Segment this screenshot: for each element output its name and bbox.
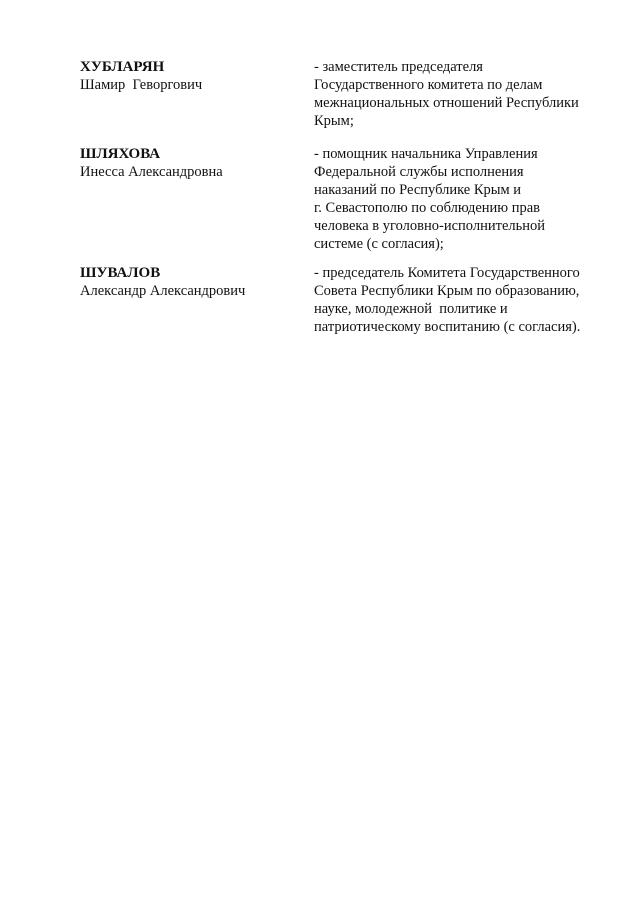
member-role [314,58,610,130]
role-line: Федеральной службы исполнения [314,164,524,180]
role-line: Совета Республики Крым по образованию, [314,283,580,299]
member-given-names: Шамир Геворгович [80,77,203,93]
role-line: Государственного комитета по делам [314,77,543,93]
role-line: - председатель Комитета Государственного [314,265,580,281]
member-name [80,145,300,181]
member-surname: ХУБЛАРЯН [80,59,165,75]
member-name [80,58,300,94]
role-line: - заместитель председателя [314,59,483,75]
role-line: системе (с согласия); [314,236,444,252]
member-role [314,145,610,253]
member-given-names: Инесса Александровна [80,164,223,180]
member-given-names: Александр Александрович [80,283,246,299]
role-line: наказаний по Республике Крым и [314,182,522,198]
role-line: - помощник начальника Управления [314,146,538,162]
role-line: Крым; [314,113,354,129]
role-line: г. Севастополю по соблюдению прав [314,200,541,216]
role-line: патриотическому воспитанию (с согласия). [314,319,581,335]
role-line: науке, молодежной политике и [314,301,508,317]
member-surname: ШЛЯХОВА [80,146,161,162]
member-surname: ШУВАЛОВ [80,265,161,281]
role-line: межнациональных отношений Республики [314,95,579,111]
member-role [314,264,610,336]
role-line: человека в уголовно-исполнительной [314,218,545,234]
member-name [80,264,300,300]
